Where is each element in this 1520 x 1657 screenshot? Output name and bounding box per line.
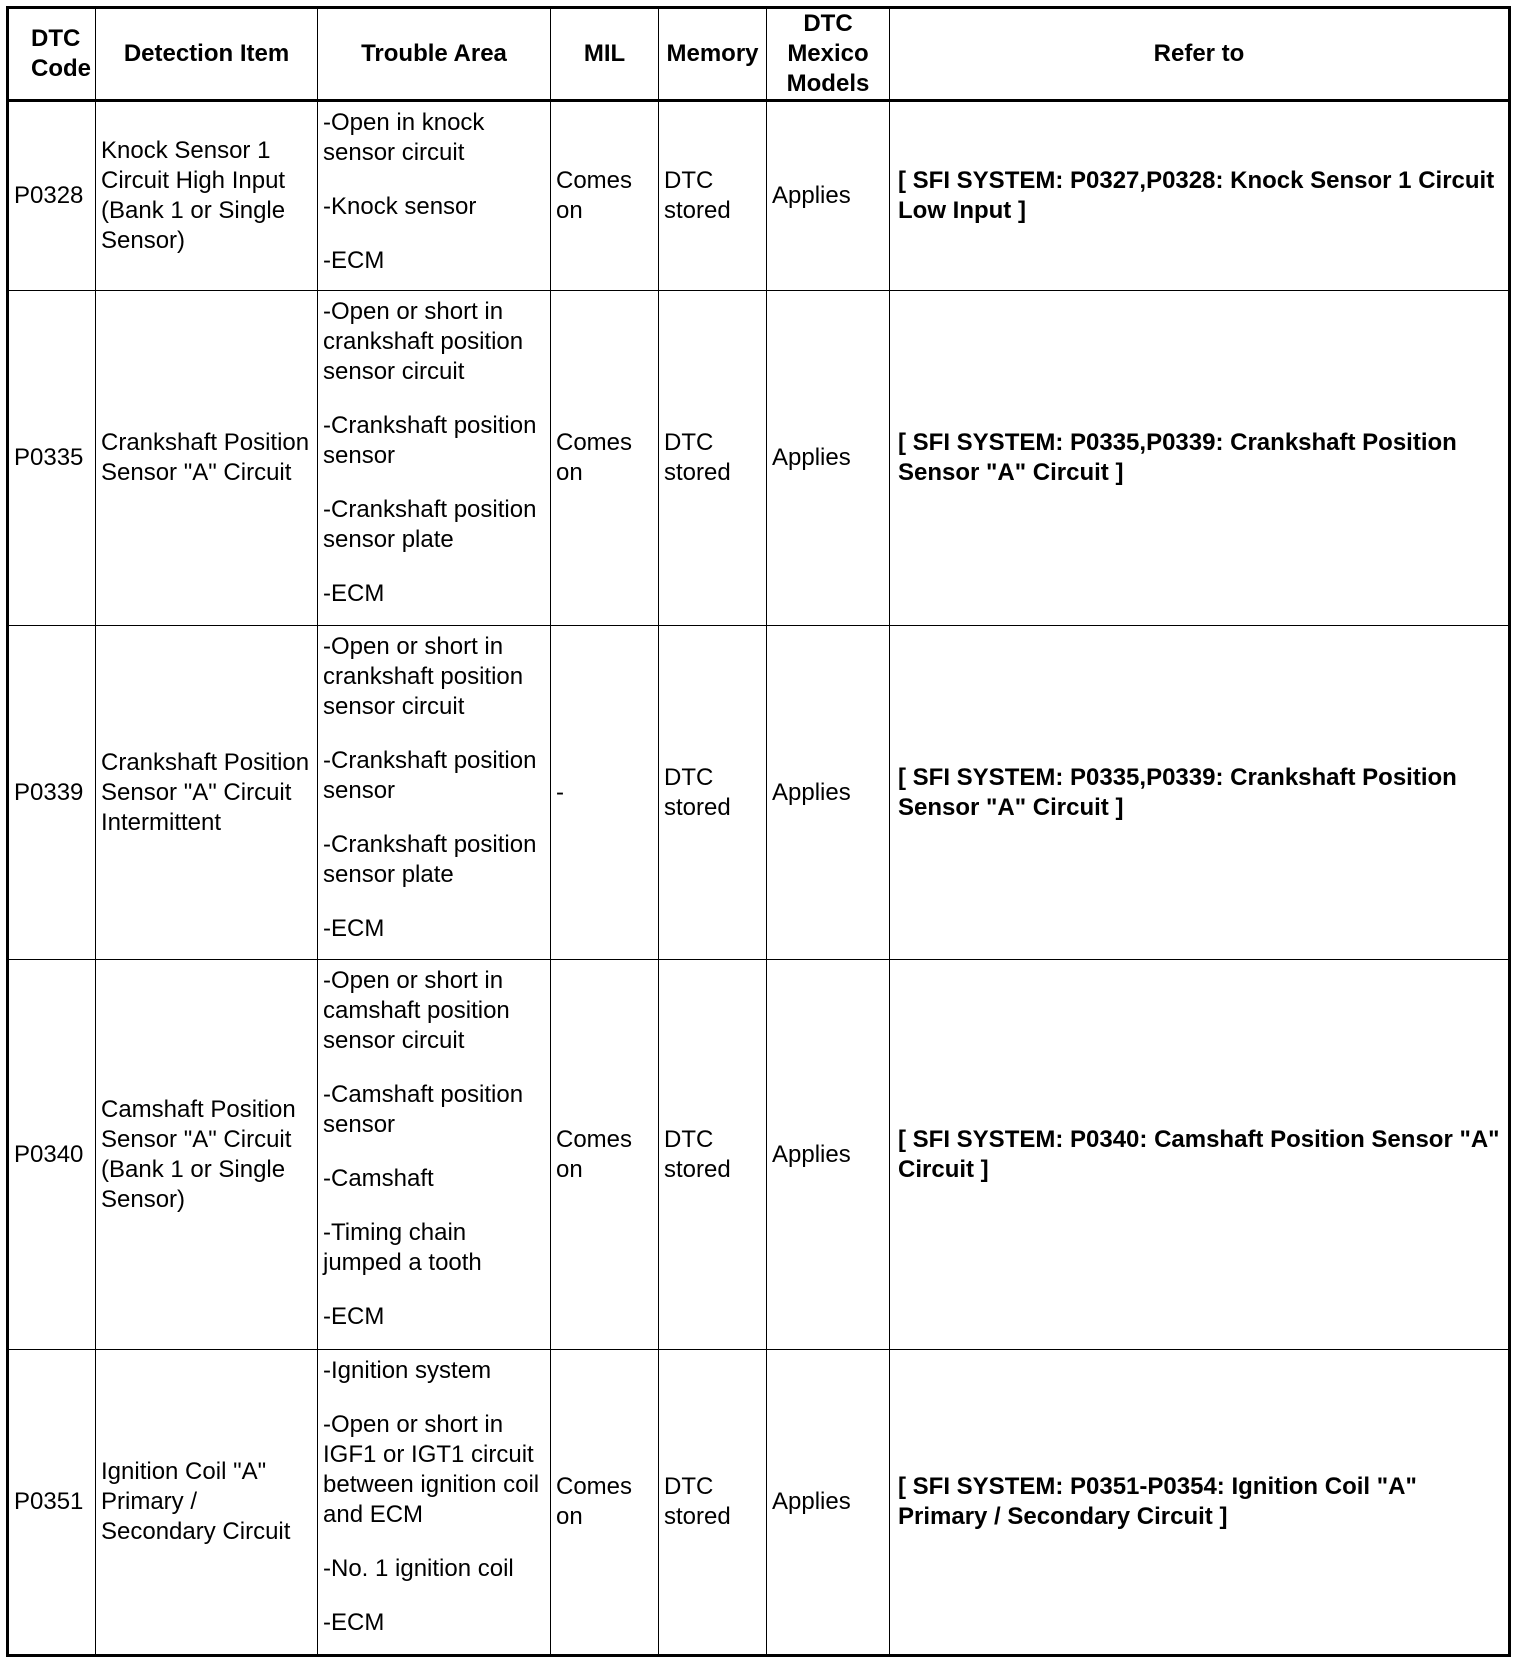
header-memory: Memory	[659, 8, 767, 101]
memory-cell: DTC stored	[659, 101, 767, 291]
trouble-area-cell	[318, 626, 551, 960]
trouble-area-item: -ECM	[323, 1609, 385, 1636]
detection-item-cell: Crankshaft Position Sensor "A" Circuit	[96, 291, 318, 626]
header-detection-item: Detection Item	[96, 8, 318, 101]
trouble-area-item: -Knock sensor	[323, 193, 477, 220]
trouble-area-item: -Open or short in crankshaft position sensor circuit	[323, 298, 524, 385]
dtc-code-cell: P0328	[8, 101, 96, 291]
trouble-area-item: -Open in knock sensor circuit	[323, 109, 485, 166]
header-refer-to: Refer to	[890, 8, 1510, 101]
trouble-area-cell	[318, 1350, 551, 1656]
mil-cell: Comes on	[551, 960, 659, 1350]
trouble-area-item: -Camshaft position sensor	[323, 1081, 524, 1138]
trouble-area-item: -ECM	[323, 915, 385, 942]
mexico-models-cell: Applies	[767, 1350, 890, 1656]
memory-cell: DTC stored	[659, 960, 767, 1350]
mexico-models-cell: Applies	[767, 626, 890, 960]
table-row	[8, 1350, 1510, 1656]
mil-cell: -	[551, 626, 659, 960]
trouble-area-item: -Crankshaft position sensor	[323, 412, 537, 469]
detection-item-cell: Crankshaft Position Sensor "A" Circuit Intermittent	[96, 626, 318, 960]
dtc-code-cell: P0340	[8, 960, 96, 1350]
table-row	[8, 101, 1510, 291]
trouble-area-item: -Ignition system	[323, 1357, 492, 1384]
mil-cell: Comes on	[551, 101, 659, 291]
header-trouble-area: Trouble Area	[318, 8, 551, 101]
trouble-area-item: -Open or short in IGF1 or IGT1 circuit between ignition coil and ECM	[323, 1411, 540, 1528]
dtc-table	[6, 6, 1511, 1657]
refer-to-link[interactable]: [ SFI SYSTEM: P0327,P0328: Knock Sensor 1 Circuit Low Input ]	[890, 101, 1510, 291]
trouble-area-item: -Open or short in crankshaft position sensor circuit	[323, 633, 524, 720]
trouble-area-item: -Crankshaft position sensor plate	[323, 496, 537, 553]
trouble-area-item: -ECM	[323, 580, 385, 607]
table-row	[8, 291, 1510, 626]
trouble-area-item: -Crankshaft position sensor plate	[323, 831, 537, 888]
mexico-models-cell: Applies	[767, 960, 890, 1350]
trouble-area-item: -Open or short in camshaft position sensor circuit	[323, 967, 510, 1054]
trouble-area-item: -Crankshaft position sensor	[323, 747, 537, 804]
header-dtc-mexico-models: DTC Mexico Models	[767, 8, 890, 101]
mexico-models-cell: Applies	[767, 101, 890, 291]
trouble-area-cell	[318, 101, 551, 291]
trouble-area-item: -No. 1 ignition coil	[323, 1555, 514, 1582]
detection-item-cell: Ignition Coil "A" Primary / Secondary Circuit	[96, 1350, 318, 1656]
table-row	[8, 626, 1510, 960]
memory-cell: DTC stored	[659, 626, 767, 960]
header-dtc-code: DTC Code	[8, 8, 96, 101]
trouble-area-item: -Camshaft	[323, 1165, 434, 1192]
header-row	[8, 8, 1510, 101]
trouble-area-cell	[318, 291, 551, 626]
trouble-area-item: -Timing chain jumped a tooth	[323, 1219, 482, 1276]
table-row	[8, 960, 1510, 1350]
trouble-area-item: -ECM	[323, 247, 385, 274]
memory-cell: DTC stored	[659, 291, 767, 626]
header-mil: MIL	[551, 8, 659, 101]
mil-cell: Comes on	[551, 1350, 659, 1656]
dtc-code-cell: P0339	[8, 626, 96, 960]
dtc-code-cell: P0351	[8, 1350, 96, 1656]
dtc-code-cell: P0335	[8, 291, 96, 626]
refer-to-link[interactable]: [ SFI SYSTEM: P0340: Camshaft Position Sensor "A" Circuit ]	[890, 960, 1510, 1350]
mexico-models-cell: Applies	[767, 291, 890, 626]
mil-cell: Comes on	[551, 291, 659, 626]
detection-item-cell: Camshaft Position Sensor "A" Circuit (Bank 1 or Single Sensor)	[96, 960, 318, 1350]
refer-to-link[interactable]: [ SFI SYSTEM: P0335,P0339: Crankshaft Position Sensor "A" Circuit ]	[890, 626, 1510, 960]
detection-item-cell: Knock Sensor 1 Circuit High Input (Bank 1 or Single Sensor)	[96, 101, 318, 291]
refer-to-link[interactable]: [ SFI SYSTEM: P0335,P0339: Crankshaft Position Sensor "A" Circuit ]	[890, 291, 1510, 626]
refer-to-link[interactable]: [ SFI SYSTEM: P0351-P0354: Ignition Coil "A" Primary / Secondary Circuit ]	[890, 1350, 1510, 1656]
memory-cell: DTC stored	[659, 1350, 767, 1656]
trouble-area-item: -ECM	[323, 1303, 385, 1330]
trouble-area-cell	[318, 960, 551, 1350]
